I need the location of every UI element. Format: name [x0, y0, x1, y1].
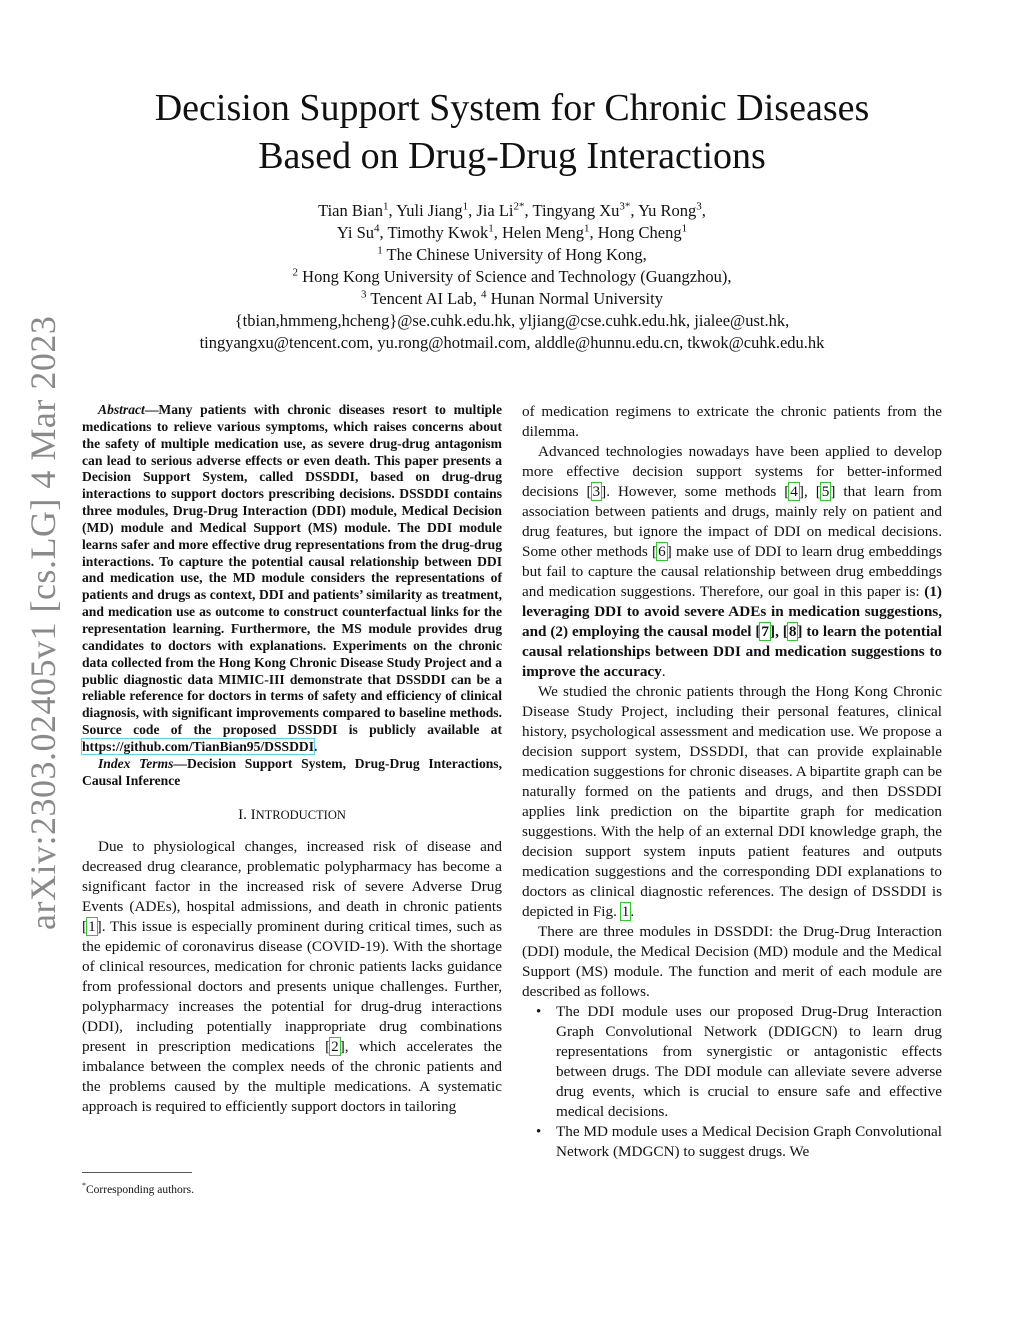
affiliation-line-2 — [0, 266, 1024, 288]
text-run: We studied the chronic patients through the Hong Kong Chronic Disease Study Project, including their personal features, clinical history, psychological assessment and medication use. We propose a decision support system, DSSDDI, that can provide explainable medication suggestions for chronic diseases. A bipartite graph can be naturally formed on the patients and drugs, and then DSSDDI applies link prediction on the bipartite graph for medication suggestions. With the help of an external DDI knowledge graph, the decision support system inputs patient features and outputs medication suggestions and the corresponding DDI explanations to doctors as clinical diagnostic references. The design of DSSDDI is depicted in Fig. — [522, 683, 942, 920]
text-run: ]. However, some methods [ — [601, 483, 790, 500]
text-run: (1) leveraging DDI to avoid severe ADEs in medication suggestions, and (2) employing the causal model [ — [522, 583, 942, 640]
module-list — [522, 1002, 942, 1162]
author-name: Helen Meng — [501, 223, 584, 242]
text-run: ]. This issue is especially prominent during critical times, such as the epidemic of coronavirus disease (COVID-19). With the shortage of clinical resources, medication for chronic patients lacks guidance from professional doctors and presents unique challenges. Further, polypharmacy increases the potential for drug-drug interactions (DDI), including potentially inappropriate drug combinations present in prescription medications [ — [82, 918, 502, 1056]
text-run: Due to physiological changes, increased risk of disease and decreased drug clearance, problematic polypharmacy has become a significant factor in the increased risk of severe Adverse Drug Events (ADEs), hospital admissions, and death in chronic patients [ — [82, 838, 502, 936]
text-run: Advanced technologies nowadays have been applied to develop more effective decision support systems for better-informed decisions [ — [522, 443, 942, 500]
footnote — [82, 1172, 502, 1197]
citation-link[interactable]: 3 — [592, 483, 601, 500]
text-run: . — [661, 663, 666, 680]
author-affil-mark: 1 — [383, 200, 389, 213]
affiliation: The Chinese University of Hong Kong, — [386, 245, 647, 264]
abstract-end: . — [314, 738, 318, 754]
bullet-icon: • — [536, 1124, 542, 1140]
citation-link[interactable]: 5 — [821, 483, 830, 500]
author-name: Hong Cheng — [597, 223, 682, 242]
email-line-2: tingyangxu@tencent.com, yu.rong@hotmail.com, alddle@hunnu.edu.cn, tkwok@cuhk.edu.hk — [199, 333, 825, 352]
affiliation-line-3 — [0, 288, 1024, 310]
author-name: Yi Su — [336, 223, 375, 242]
title-line-1: Decision Support System for Chronic Diseases — [154, 87, 870, 129]
author-name: Jia Li — [476, 201, 514, 220]
author-block — [0, 200, 1024, 354]
author-name: Tian Bian — [318, 201, 384, 220]
author-affil-mark: 3* — [619, 200, 631, 213]
citation-link[interactable]: 1 — [88, 918, 96, 936]
index-terms-label: Index Terms — [98, 755, 174, 771]
author-line-2: Yi Su$^4$, Timothy Kwok$^1$, Helen Meng$^1$, Hong Cheng$^1$ — [336, 222, 688, 242]
citation-link[interactable]: 8 — [788, 623, 797, 640]
bullet-icon: • — [536, 1004, 542, 1020]
author-name: Timothy Kwok — [387, 223, 489, 242]
author-name: Tingyang Xu — [532, 201, 620, 220]
author-line-1: Tian Bian$^1$, Yuli Jiang$^1$, Jia $Li^{2*}$, Tingyang $Xu^{3*}$, Yu Rong$^3$, — [318, 200, 706, 220]
footnote-divider — [82, 1172, 192, 1173]
text-run: ], which accelerates the imbalance between the complex needs of the chronic patients and the problems caused by the multiple medications. A systematic approach is required to efficiently support doctors in tailoring — [82, 1038, 502, 1116]
list-item-text: The MD module uses a Medical Decision Graph Convolutional Network (MDGCN) to suggest drugs. We — [556, 1123, 942, 1160]
abstract — [82, 402, 502, 756]
affil-mark: 4 — [481, 288, 487, 301]
section-title-initial: I — [250, 807, 256, 824]
author-affil-mark: 2* — [513, 200, 525, 213]
affil-mark: 1 — [377, 244, 383, 257]
index-terms-text: —Decision Support System, Drug-Drug Interactions, Causal Inference — [82, 755, 502, 788]
arxiv-identifier: arXiv:2303.02405v1 [cs.LG] 4 Mar 2023 — [23, 315, 63, 930]
section-title-rest: NTRODUCTION — [255, 808, 346, 823]
abstract-label: Abstract — [98, 402, 145, 417]
author-affil-mark: 3 — [696, 200, 702, 213]
intro-paragraph-continued: of medication regimens to extricate the chronic patients from the dilemma. — [522, 403, 942, 440]
figure-link[interactable]: 1 — [621, 903, 630, 920]
affiliation-line-1 — [0, 244, 1024, 266]
title-line-2: Based on Drug-Drug Interactions — [258, 135, 766, 177]
author-affil-mark: 1 — [462, 200, 469, 213]
author-affil-mark: 4 — [374, 222, 380, 235]
list-item — [522, 1002, 942, 1122]
right-column — [522, 402, 942, 1162]
left-column — [82, 402, 502, 1117]
citation-link[interactable]: 4 — [790, 483, 798, 500]
text-run: . — [630, 903, 635, 920]
author-affil-mark: 1 — [583, 222, 590, 235]
author-name: Yu Rong — [638, 201, 697, 220]
citation-link[interactable]: 7 — [761, 623, 770, 640]
citation-link[interactable]: 6 — [658, 543, 666, 560]
index-terms — [82, 756, 502, 790]
section-heading-introduction — [82, 805, 502, 825]
text-run: ] to learn the potential causal relationships between DDI and medication suggestions to improve the accuracy — [522, 623, 942, 680]
intro-paragraph-4: There are three modules in DSSDDI: the Drug-Drug Interaction (DDI) module, the Medical Decision (MD) module and the Medical Support (MS) module. The function and merit of each module are described as follows. — [522, 923, 942, 1000]
affiliation: Tencent AI Lab, — [370, 289, 477, 308]
section-number: I. — [238, 807, 251, 824]
email-line-1: {tbian,hmmeng,hcheng}@se.cuhk.edu.hk, yljiang@cse.cuhk.edu.hk, jialee@ust.hk, — [234, 311, 790, 330]
citation-link[interactable]: 2 — [331, 1038, 339, 1056]
footnote-text: Corresponding authors. — [86, 1183, 194, 1196]
affil-mark: 2 — [292, 266, 299, 279]
list-item-text: The DDI module uses our proposed Drug-Drug Interaction Graph Convolutional Network (DDIGCN) to learn drug representations from synergistic or antagonistic effects between drugs. The DDI module can alleviate severe adverse drug events, which is crucial to ensure safe and effective medical decisions. — [556, 1003, 942, 1120]
source-code-link[interactable]: https://github.com/TianBian95/DSSDDI — [82, 738, 315, 754]
affiliation: Hong Kong University of Science and Technology (Guangzhou), — [302, 267, 732, 286]
intro-paragraph-3 — [522, 682, 942, 922]
author-affil-mark: 1 — [488, 222, 494, 235]
text-run: ], [ — [770, 623, 788, 640]
author-affil-mark: 1 — [681, 222, 688, 235]
text-run: ] that learn from association between patients and drugs, mainly rely on patient and drug features, but ignore the impact of DDI on medical decisions. Some other methods [ — [522, 483, 942, 560]
intro-paragraph-2 — [522, 442, 942, 682]
abstract-text: —Many patients with chronic diseases resort to multiple medications to relieve various symptoms, which raises concerns about the safety of multiple medication use, as severe drug-drug antagonism can lead to serious adverse effects or even death. This paper presents a Decision Support System, called DSSDDI, based on drug-drug interactions to support doctors prescribing decisions. DSSDDI contains three modules, Drug-Drug Interaction (DDI) module, Medical Decision (MD) module and Medical Support (MS) module. The DDI module learns safer and more effective drug representations from the drug-drug interactions. To capture the potential causal relationship between DDI and medication use, the MD module considers the representations of patients and drugs as context, DDI and patients’ similarity as treatment, and medication use as outcome to construct counterfactual links for the representation learning. Furthermore, the MS module provides drug candidates to doctors with explanations. Experiments on the chronic data collected from the Hong Kong Chronic Disease Study Project and a public diagnostic data MIMIC-III demonstrate that DSSDDI can be a reliable reference for doctors in terms of safety and efficiency of clinical diagnosis, with significant improvements compared to baseline methods. Source code of the proposed DSSDDI is publicly available at — [82, 402, 502, 738]
text-run: ] make use of DDI to learn drug embeddings but fail to capture the causal relationship between drug embeddings and medication suggestions. Therefore, our goal in this paper is: — [522, 543, 942, 600]
affiliation: Hunan Normal University — [490, 289, 663, 308]
intro-paragraph-1 — [82, 837, 502, 1117]
text-run: ], [ — [798, 483, 821, 500]
paper-title — [0, 84, 1024, 180]
author-name: Yuli Jiang — [396, 201, 463, 220]
footnote-mark: * — [82, 1181, 86, 1190]
affil-mark: 3 — [361, 288, 367, 301]
list-item — [522, 1122, 942, 1162]
